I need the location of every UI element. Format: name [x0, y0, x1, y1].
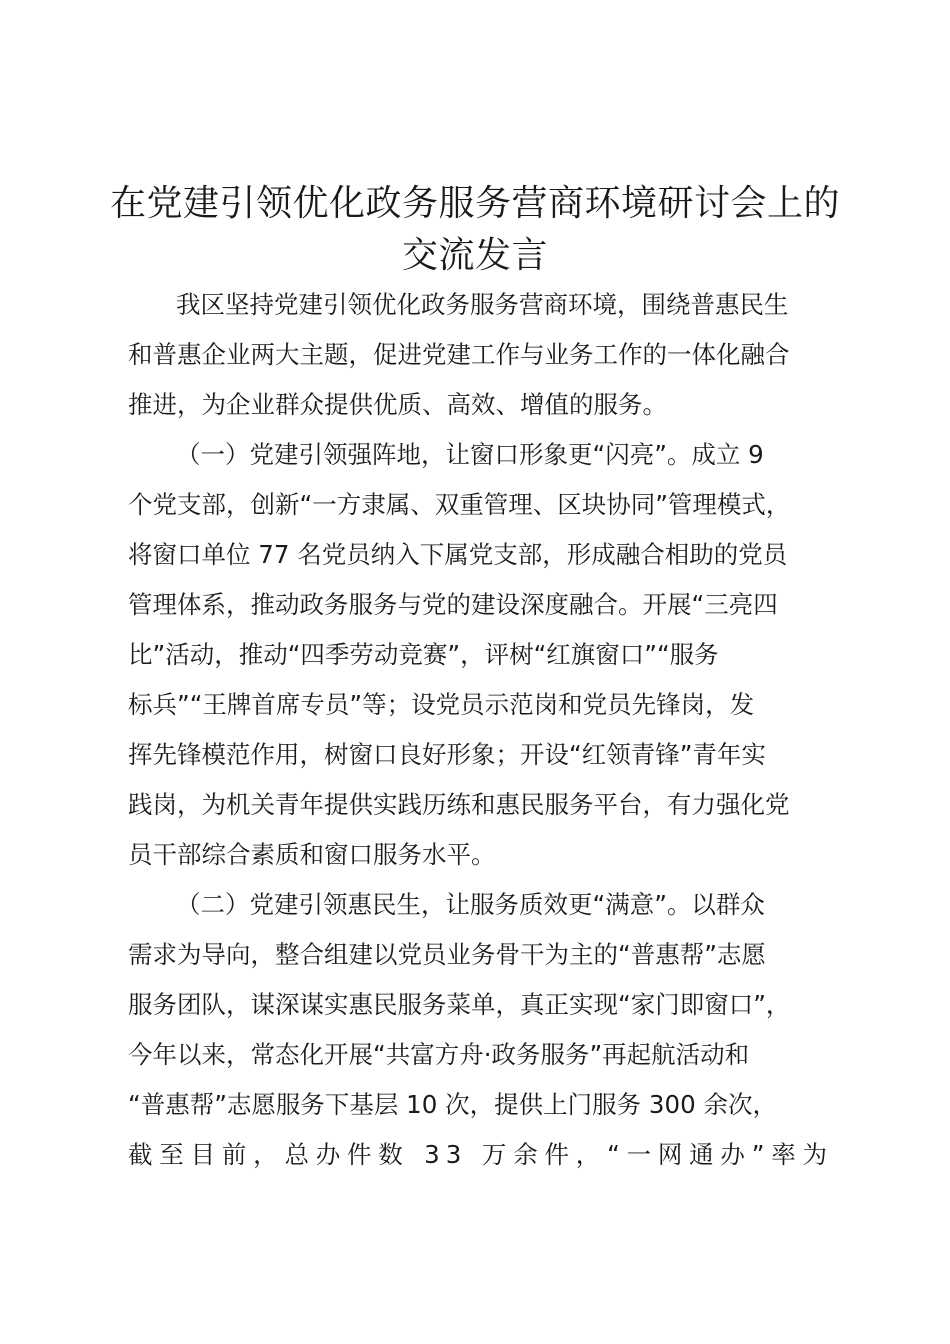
paragraph-line: 管理体系，推动政务服务与党的建设深度融合。开展“三亮四 [128, 590, 778, 619]
title-line-1: 在党建引领优化政务服务营商环境研讨会上的 [109, 183, 840, 224]
paragraph-line: 需求为导向，整合组建以党员业务骨干为主的“普惠帮”志愿 [128, 940, 766, 969]
paragraph-line: 将窗口单位 77 名党员纳入下属党支部，形成融合相助的党员 [128, 540, 788, 569]
paragraph-line: “普惠帮”志愿服务下基层 10 次，提供上门服务 300 余次， [128, 1090, 777, 1119]
paragraph-line: 挥先锋模范作用，树窗口良好形象；开设“红领青锋”青年实 [128, 740, 766, 769]
paragraph-line: 我区坚持党建引领优化政务服务营商环境，围绕普惠民生 [176, 290, 789, 319]
paragraph-line: 和普惠企业两大主题，促进党建工作与业务工作的一体化融合 [128, 340, 790, 369]
paragraph-line: 截至目前，总办件数 33 万余件，“一网通办”率为 [128, 1140, 833, 1169]
paragraph-line: 标兵”“王牌首席专员”等；设党员示范岗和党员先锋岗，发 [128, 690, 755, 719]
paragraph-line: 个党支部，创新“一方隶属、双重管理、区块协同”管理模式， [128, 490, 791, 519]
paragraph-line: （二）党建引领惠民生，让服务质效更“满意”。以群众 [176, 890, 765, 919]
title-line-2: 交流发言 [401, 235, 548, 276]
paragraph-line: （一）党建引领强阵地，让窗口形象更“闪亮”。成立 9 [176, 440, 764, 469]
paragraph-line: 员干部综合素质和窗口服务水平。 [128, 840, 496, 869]
paragraph-line: 服务团队，谋深谋实惠民服务菜单，真正实现“家门即窗口”， [128, 990, 791, 1019]
paragraph-line: 推进，为企业群众提供优质、高效、增值的服务。 [128, 390, 667, 419]
document-title [100, 178, 850, 282]
paragraph-line: 今年以来，常态化开展“共富方舟·政务服务”再起航活动和 [128, 1040, 750, 1069]
paragraph-line: 比”活动，推动“四季劳动竞赛”，评树“红旗窗口”“服务 [128, 640, 719, 669]
paragraph-line: 践岗，为机关青年提供实践历练和惠民服务平台，有力强化党 [128, 790, 790, 819]
